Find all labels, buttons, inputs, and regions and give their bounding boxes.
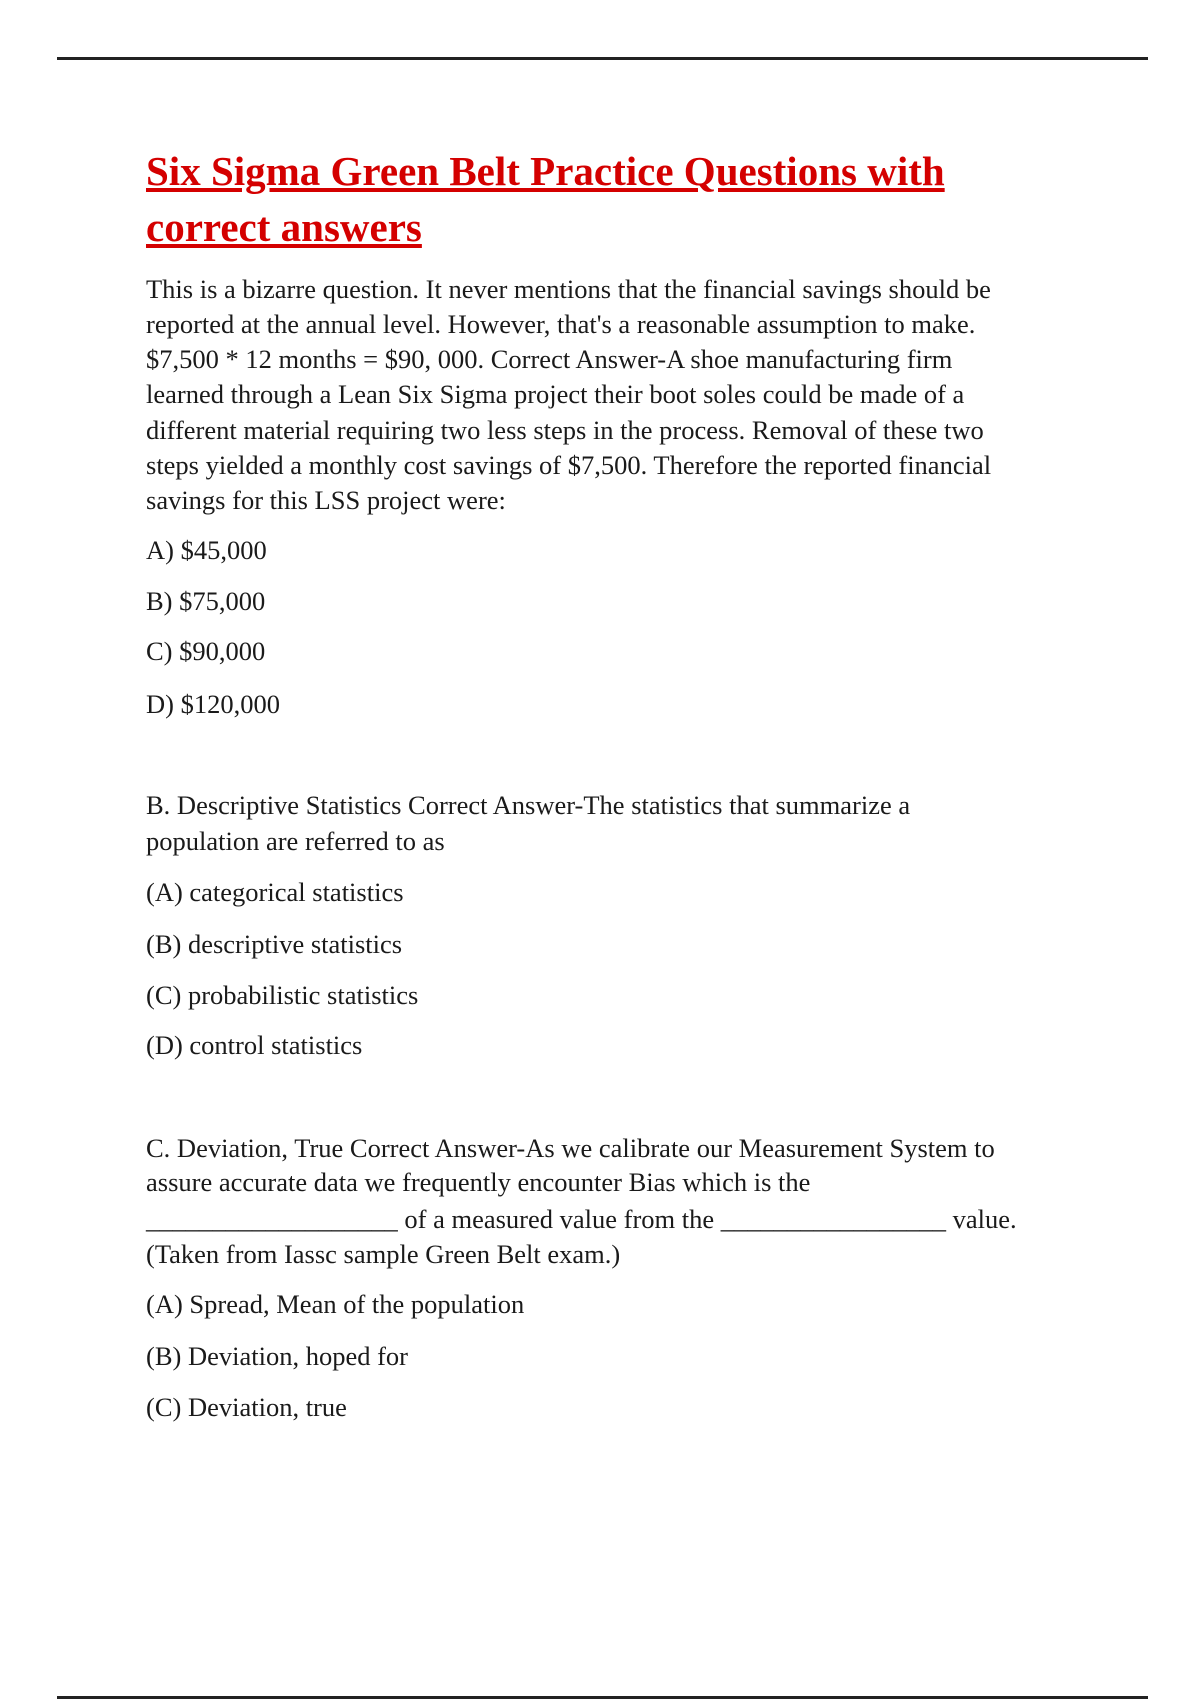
option-c: C) $90,000 [146, 636, 266, 666]
option-a: (A) Spread, Mean of the population [146, 1289, 525, 1319]
option-c: (C) Deviation, true [146, 1392, 347, 1422]
paragraph-line: population are referred to as [146, 826, 445, 856]
paragraph-line: This is a bizarre question. It never mentions that the financial savings should be [146, 274, 991, 304]
paragraph-line: savings for this LSS project were: [146, 485, 506, 515]
bottom-rule [57, 1696, 1148, 1699]
paragraph-line: (Taken from Iassc sample Green Belt exam.) [146, 1239, 621, 1269]
paragraph-line: assure accurate data we frequently encounter Bias which is the [146, 1167, 811, 1197]
paragraph-line: $7,500 * 12 months = $90, 000. Correct Answer-A shoe manufacturing firm [146, 344, 953, 374]
document-title-line-1: Six Sigma Green Belt Practice Questions with [146, 148, 945, 194]
option-b: (B) descriptive statistics [146, 929, 403, 959]
option-a: A) $45,000 [146, 535, 267, 565]
paragraph-line: B. Descriptive Statistics Correct Answer-The statistics that summarize a [146, 790, 911, 820]
paragraph-line: C. Deviation, True Correct Answer-As we calibrate our Measurement System to [146, 1133, 995, 1163]
option-d: D) $120,000 [146, 689, 280, 719]
option-d: (D) control statistics [146, 1030, 363, 1060]
option-b: B) $75,000 [146, 586, 266, 616]
paragraph-line: different material requiring two less steps in the process. Removal of these two [146, 415, 984, 445]
top-rule [57, 57, 1148, 60]
paragraph-line: reported at the annual level. However, that's a reasonable assumption to make. [146, 309, 976, 339]
document-title-line-2: correct answers [146, 204, 422, 250]
option-b: (B) Deviation, hoped for [146, 1341, 408, 1371]
paragraph-line: ___________________ of a measured value from the _________________ value. [146, 1204, 1017, 1234]
paragraph-line: steps yielded a monthly cost savings of $7,500. Therefore the reported financial [146, 450, 992, 480]
option-c: (C) probabilistic statistics [146, 980, 419, 1010]
paragraph-line: learned through a Lean Six Sigma project their boot soles could be made of a [146, 379, 965, 409]
option-a: (A) categorical statistics [146, 877, 404, 907]
